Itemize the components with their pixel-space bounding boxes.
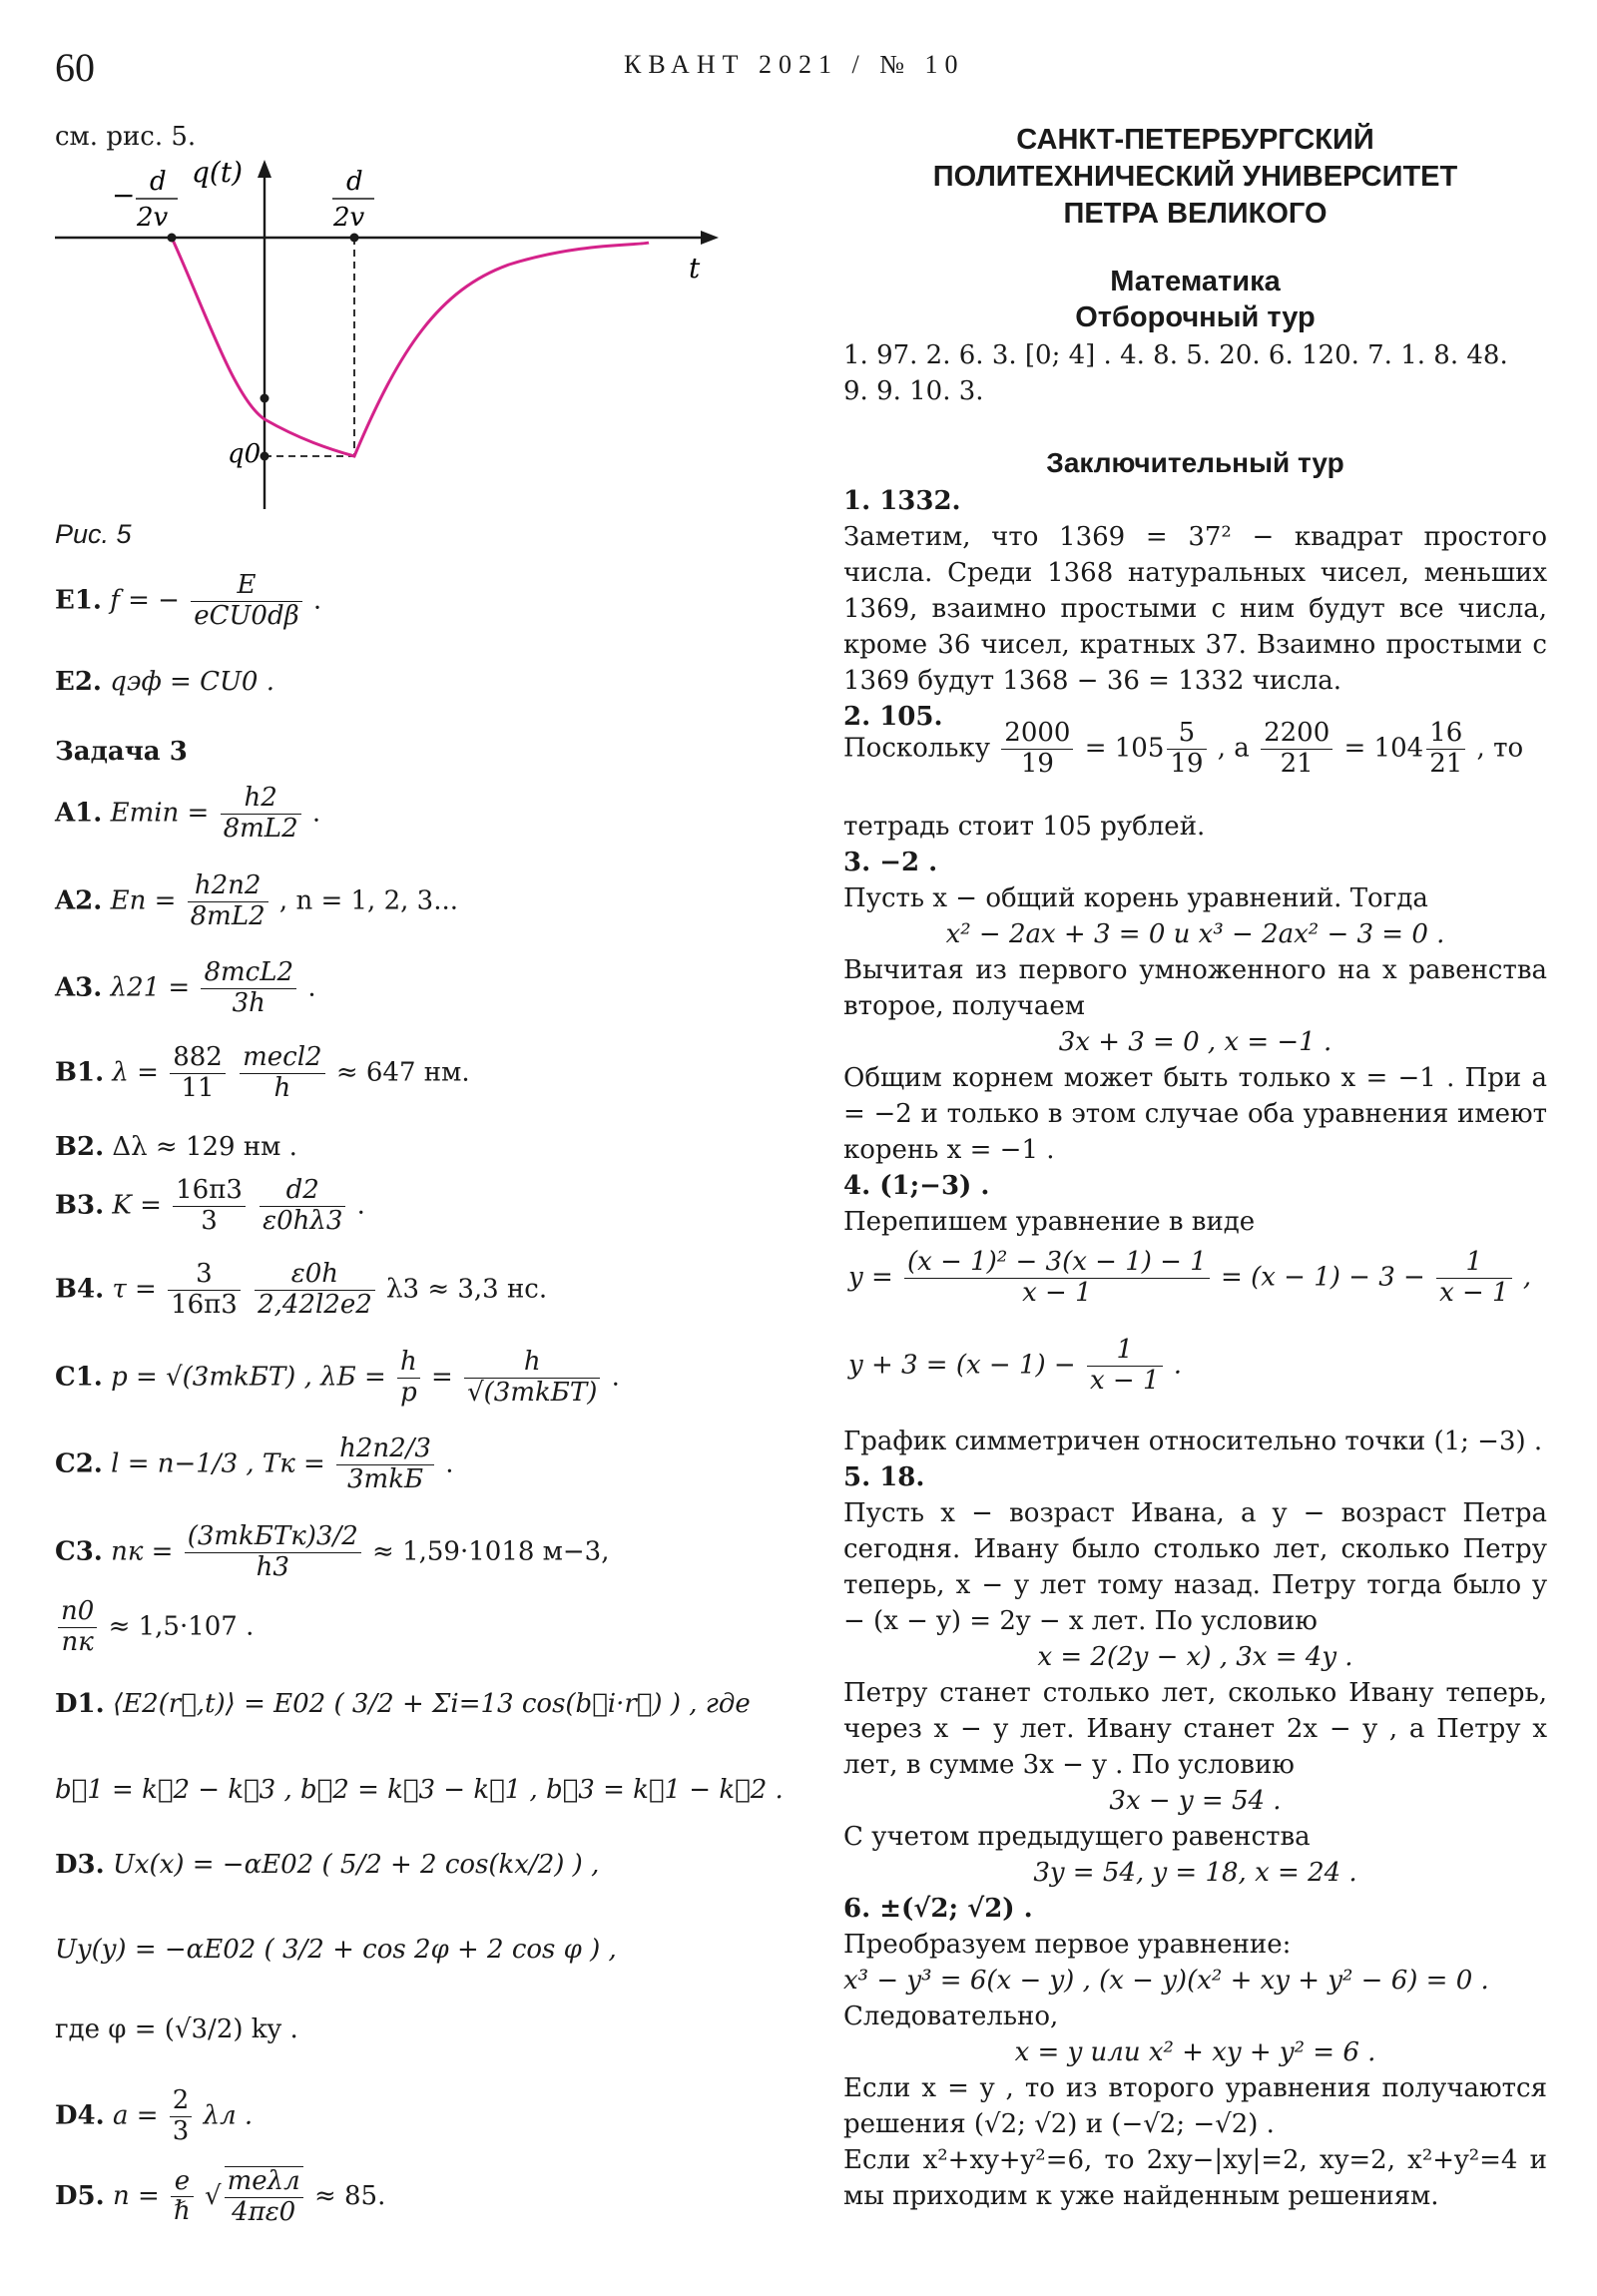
charge-curve bbox=[172, 238, 649, 456]
figure-5-graph bbox=[40, 150, 739, 519]
q-axis-arrow bbox=[258, 160, 271, 178]
problem-2-answer: 2. 105. bbox=[843, 702, 943, 732]
problem-4-answer: 4. (1;−3) . bbox=[843, 1171, 990, 1201]
problem-4-line1: Перепишем уравнение в виде bbox=[843, 1207, 1256, 1237]
problem-6-answer: 6. ±(√2; √2) . bbox=[843, 1894, 1033, 1924]
point-plus-d bbox=[350, 234, 359, 243]
answer-e2: E2. qэф = CU0 . bbox=[55, 667, 274, 697]
intro-text: см. рис. 5. bbox=[55, 122, 197, 152]
problem-2-conclusion: тетрадь стоит 105 рублей. bbox=[843, 812, 1206, 842]
answer-d3-uy: Uy(y) = −αE02 ( 3/2 + cos 2φ + 2 cos φ ) , bbox=[55, 1935, 617, 1965]
answer-d3-phi: где φ = (√3/2) ky . bbox=[55, 2014, 298, 2044]
page-number: 60 bbox=[55, 45, 95, 90]
problem-3-result: 3x + 3 = 0 , x = −1 . bbox=[1058, 1027, 1332, 1057]
round-1-title: Отборочный тур bbox=[1075, 301, 1316, 333]
problem-6-para2: Если x²+xy+y²=6, то 2xy−|xy|=2, xy=2, x²+y²=4 и мы приходим к уже найденным решениям. bbox=[843, 2145, 1547, 2211]
problem-6-eq1: x³ − y³ = 6(x − y) , (x − y)(x² + xy + y² − 6) = 0 . bbox=[843, 1966, 1489, 1996]
problem-5-eq1: x = 2(2y − x) , 3x = 4y . bbox=[1037, 1642, 1353, 1672]
answer-a3: A3. λ21 = $\frac{\text{8mcL2}}{3h}$ . bbox=[55, 957, 316, 1018]
problem-5-answer: 5. 18. bbox=[843, 1462, 925, 1492]
q0-label: q0 bbox=[228, 439, 262, 469]
neg-tick-den: 2v bbox=[137, 203, 169, 233]
problem-1-answer: 1. 1332. bbox=[843, 486, 961, 516]
point-intercept bbox=[261, 394, 269, 403]
answer-c3-ratio: $\frac{n0}{nк}$ ≈ 1,5·107 . bbox=[55, 1597, 254, 1658]
subject-title: Математика bbox=[1110, 266, 1281, 297]
neg-tick-num: d bbox=[150, 167, 167, 197]
problem-1-solution: Заметим, что 1369 = 37² − квадрат простого числа. Среди 1368 натуральных чисел, меньших 1369, взаимно простыми с ним будут все числа, кроме 36 чисел, кратных 37. Взаимно простыми с 1369 будут 1368 − 36 = 1332 числа. bbox=[843, 522, 1547, 696]
answer-c2: C2. l = n−1/3 , Tк = $\frac{h2n2/3}{\text{3mkБ}}$ . bbox=[55, 1434, 454, 1494]
answer-d4: D4. a = $\frac{2}{3}$ λл . bbox=[55, 2085, 254, 2146]
answer-a1: A1. Emin = $\frac{h2}{8mL2}$ . bbox=[55, 783, 321, 844]
task-3-title: Задача 3 bbox=[55, 737, 188, 767]
round-1-answers-cont: 9. 9. 10. 3. bbox=[843, 376, 984, 406]
university-title: САНКТ-ПЕТЕРБУРГСКИЙ ПОЛИТЕХНИЧЕСКИЙ УНИВЕРСИТЕТ ПЕТРА ВЕЛИКОГО bbox=[932, 124, 1458, 230]
problem-3-equations: x² − 2ax + 3 = 0 и x³ − 2ax² − 3 = 0 . bbox=[945, 919, 1445, 949]
problem-5-line5: С учетом предыдущего равенства bbox=[843, 1822, 1311, 1852]
problem-3-answer: 3. −2 . bbox=[843, 848, 938, 877]
problem-4-eq1: y = $\frac{\text{(x − 1)² − 3(x − 1) − 1}}{x - 1}$ = (x − 1) − 3 − $\frac{1}{x - 1}$ , bbox=[848, 1247, 1532, 1308]
problem-5-eq2: 3x − y = 54 . bbox=[1109, 1786, 1282, 1816]
problem-3-conclusion: Общим корнем может быть только x = −1 . При a = −2 и только в этом случае оба уравнения имеют корень x = −1 . bbox=[843, 1063, 1547, 1165]
answer-d5: D5. n = $\frac{e}{\text{ℏ}}$ √ $\frac{\text{meλл}}{4\pi\varepsilon 0}$ ≈ 85. bbox=[55, 2165, 386, 2227]
neg-tick-sign: − bbox=[112, 179, 136, 212]
problem-5-para1: Пусть x − возраст Ивана, а y − возраст Петра сегодня. Ивану было столько лет, сколько Петру теперь, x − y лет тому назад. Петру тогда было y − (x − y) = 2y − x лет. По условию bbox=[843, 1498, 1547, 1636]
problem-3-line3: Вычитая из первого умноженного на x равенства второе, получаем bbox=[843, 955, 1547, 1021]
point-minus-d bbox=[168, 234, 177, 243]
problem-2-fractions: Поскольку $\frac{2000}{19}$ = 105 $\frac{5}{19}$ , а $\frac{2200}{21}$ = 104 $\frac{16}{21}$ , то bbox=[843, 718, 1524, 779]
problem-6-eq2: x = y или x² + xy + y² = 6 . bbox=[1014, 2037, 1376, 2067]
problem-5-para2: Петру станет столько лет, сколько Ивану теперь, через x − y лет. Ивану станет 2x − y , а Петру x лет, в сумме 3x − y . По условию bbox=[843, 1678, 1547, 1780]
y-axis-label: q(t) bbox=[192, 156, 244, 189]
x-axis-label: t bbox=[689, 252, 701, 285]
answer-a2: A2. En = $\frac{h2n2}{8mL2}$ , n = 1, 2, 3... bbox=[55, 870, 458, 931]
answer-b1: B1. λ = $\frac{882}{11}$ $\frac{\text{mecl2}}{h}$ ≈ 647 нм. bbox=[55, 1042, 470, 1103]
problem-6-para1: Если x = y , то из второго уравнения получаются решения (√2; √2) и (−√2; −√2) . bbox=[843, 2073, 1547, 2139]
answer-d1-vectors: b⃗1 = k⃗2 − k⃗3 , b⃗2 = k⃗3 − k⃗1 , b⃗3 = k⃗1 − k⃗2 . bbox=[55, 1775, 784, 1805]
answer-b4: B4. τ = $\frac{3}{16\pi 3}$ $\frac{\varepsilon 0h}{2,42l2e2}$ λ3 ≈ 3,3 нс. bbox=[55, 1259, 548, 1320]
answer-d1: D1. ⟨E2(r⃗,t)⟩ = E02 ( 3/2 + Σi=13 cos(b⃗i·r⃗) ) , где bbox=[55, 1689, 751, 1719]
problem-3-line1: Пусть x − общий корень уравнений. Тогда bbox=[843, 883, 1428, 913]
problem-6-line1: Преобразуем первое уравнение: bbox=[843, 1930, 1292, 1960]
answer-d3: D3. Ux(x) = −αE02 ( 5/2 + 2 cos(kx/2) ) , bbox=[55, 1850, 600, 1880]
figure-caption: Рис. 5 bbox=[55, 519, 132, 549]
answer-c1: C1. p = √(3mkБT) , λБ = $\frac{h}{p}$ = $\frac{h}{\text{√(3mkБT)}}$ . bbox=[55, 1347, 620, 1408]
problem-5-result: 3y = 54, y = 18, x = 24 . bbox=[1033, 1858, 1357, 1888]
answer-b2: B2. Δλ ≈ 129 нм . bbox=[55, 1132, 297, 1162]
round-2-title: Заключительный тур bbox=[1046, 447, 1344, 478]
point-q0 bbox=[261, 452, 269, 461]
answer-b3: B3. K = $\frac{16\pi 3}{3}$ $\frac{d2}{\varepsilon 0h\lambda 3}$ . bbox=[55, 1175, 365, 1236]
problem-4-eq2: y + 3 = (x − 1) − $\frac{1}{x - 1}$ . bbox=[848, 1335, 1183, 1396]
pos-tick-den: 2v bbox=[333, 203, 365, 233]
round-1-answers: 1. 97. 2. 6. 3. [0; 4] . 4. 8. 5. 20. 6. 120. 7. 1. 8. 48. bbox=[843, 340, 1508, 370]
answer-c3: C3. nк = $\frac{\text{(3mkБTк)3/2}}{h3}$ ≈ 1,59·1018 м−3, bbox=[55, 1521, 610, 1582]
problem-6-line3: Следовательно, bbox=[843, 2002, 1059, 2031]
answer-e1: E1. f = − $\frac{E}{\text{eCU0dβ}}$ . bbox=[55, 570, 322, 631]
pos-tick-num: d bbox=[346, 167, 363, 197]
running-header: КВАНТ 2021 / № 10 bbox=[624, 50, 965, 79]
problem-4-conclusion: График симметричен относительно точки (1; −3) . bbox=[843, 1427, 1543, 1456]
t-axis-arrow bbox=[701, 231, 719, 245]
